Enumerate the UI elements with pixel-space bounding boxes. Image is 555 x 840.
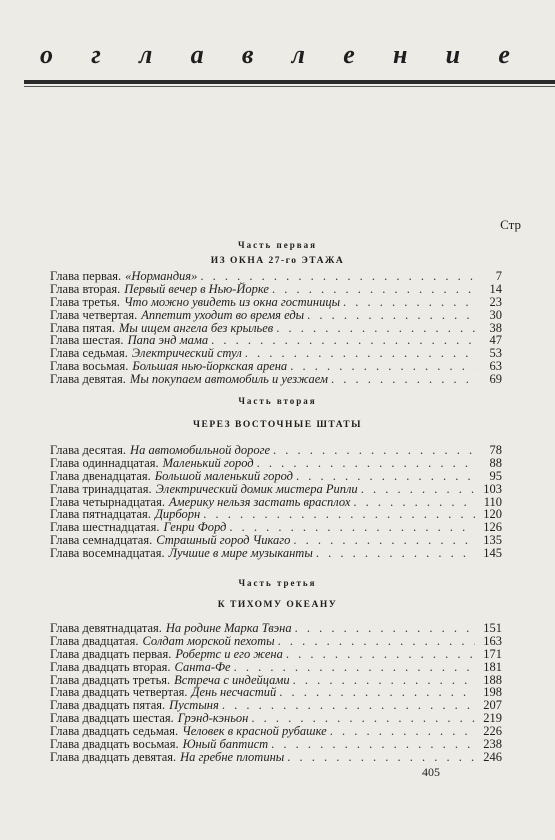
- part-1-title: ИЗ ОКНА 27-го ЭТАЖА: [210, 256, 345, 266]
- chapter-title: Мы покупаем автомобиль и уезжаем: [129, 372, 328, 387]
- heading-letter: л: [139, 40, 153, 69]
- toc-row: [50, 547, 502, 560]
- dot-leader: [279, 686, 475, 699]
- toc-row: [50, 738, 502, 751]
- chapter-label: Глава двенадцатая.: [50, 468, 151, 483]
- dot-leader: [203, 508, 475, 521]
- heading-rule-thick: [24, 80, 555, 84]
- chapter-page: 188: [483, 672, 502, 687]
- dot-leader: [278, 635, 475, 648]
- chapter-title: Страшный город Чикаго: [156, 533, 291, 548]
- chapter-page: 103: [483, 481, 502, 496]
- chapter-label: Глава двадцать третья.: [50, 672, 171, 687]
- toc-row: [50, 457, 502, 470]
- page-column-label: Стр: [500, 217, 521, 232]
- dot-leader: [307, 309, 475, 322]
- chapter-page: 88: [489, 455, 502, 470]
- chapter-title: Электрический домик мистера Рипли: [155, 481, 358, 496]
- toc-row: [50, 296, 502, 309]
- chapter-page: 145: [483, 546, 502, 561]
- toc-row: [50, 622, 502, 635]
- heading-letter: а: [190, 40, 204, 69]
- chapter-label: Глава двадцать пятая.: [50, 698, 166, 713]
- chapter-title: Мы ищем ангела без крыльев: [118, 320, 274, 335]
- heading-letter: н: [393, 40, 408, 69]
- dot-leader: [211, 334, 475, 347]
- heading-letter: и: [445, 40, 461, 69]
- chapter-title: Человек в красной рубашке: [182, 724, 327, 739]
- dot-leader: [276, 322, 475, 335]
- chapter-label: Глава вторая.: [50, 281, 121, 296]
- part-1-label: Часть первая: [238, 240, 317, 250]
- chapter-title: Пустыня: [169, 698, 219, 713]
- chapter-page: 30: [489, 307, 502, 322]
- part-2-entries: [50, 444, 502, 560]
- chapter-page: 135: [483, 533, 502, 548]
- chapter-label: Глава двадцать восьмая.: [50, 737, 179, 752]
- toc-row: [50, 309, 502, 322]
- dot-leader: [361, 483, 475, 496]
- chapter-title: Юный баптист: [182, 737, 269, 752]
- chapter-page: 14: [489, 281, 502, 296]
- chapter-title: Аппетит уходит во время еды: [141, 307, 305, 322]
- chapter-label: Глава десятая.: [50, 443, 127, 457]
- chapter-page: 7: [495, 269, 502, 283]
- chapter-label: Глава восьмая.: [50, 359, 129, 374]
- chapter-title: Маленький город: [162, 455, 254, 470]
- chapter-title: Солдат морской пехоты: [142, 633, 275, 648]
- chapter-page: 219: [483, 711, 502, 726]
- chapter-label: Глава девятая.: [50, 372, 126, 387]
- part-2-label: Часть вторая: [238, 396, 317, 406]
- dot-leader: [316, 547, 475, 560]
- toc-row: [50, 648, 502, 661]
- chapter-title: Что можно увидеть из окна гостиницы: [123, 294, 341, 309]
- chapter-page: 23: [489, 294, 502, 309]
- page-number: 405: [422, 765, 440, 779]
- chapter-label: Глава одиннадцатая.: [50, 455, 159, 470]
- chapter-label: Глава шестая.: [50, 333, 124, 348]
- toc-row: [50, 470, 502, 483]
- chapter-page: 95: [489, 468, 502, 483]
- chapter-page: 246: [483, 749, 502, 764]
- part-3-title: К ТИХОМУ ОКЕАНУ: [217, 600, 338, 610]
- chapter-title: Большой маленький город: [154, 468, 293, 483]
- dot-leader: [331, 373, 475, 386]
- chapter-title: На гребне плотины: [180, 749, 285, 764]
- chapter-title: Санта-Фе: [174, 659, 231, 674]
- part-2-title: ЧЕРЕЗ ВОСТОЧНЫЕ ШТАТЫ: [193, 420, 362, 430]
- chapter-page: 126: [483, 520, 502, 535]
- chapter-page: 181: [483, 659, 502, 674]
- page-heading: [40, 40, 510, 70]
- chapter-title: Папа энд мама: [127, 333, 209, 348]
- dot-leader: [287, 751, 475, 764]
- toc-row: [50, 283, 502, 296]
- toc-row: [50, 661, 502, 674]
- part-3-label: Часть третья: [238, 578, 317, 588]
- chapter-title: Робертс и его жена: [175, 646, 283, 661]
- chapter-label: Глава двадцатая.: [50, 633, 139, 648]
- dot-leader: [273, 444, 475, 457]
- chapter-label: Глава двадцать седьмая.: [50, 724, 179, 739]
- dot-leader: [343, 296, 475, 309]
- dot-leader: [353, 496, 475, 509]
- dot-leader: [295, 622, 475, 635]
- dot-leader: [222, 699, 475, 712]
- chapter-title: Первый вечер в Нью-Йорке: [124, 281, 269, 296]
- dot-leader: [257, 457, 475, 470]
- chapter-page: 78: [489, 443, 502, 457]
- chapter-page: 163: [483, 633, 502, 648]
- chapter-label: Глава седьмая.: [50, 346, 128, 361]
- chapter-label: Глава двадцать первая.: [50, 646, 172, 661]
- chapter-title: Америку нельзя застать врасплох: [168, 494, 351, 509]
- chapter-title: «Нормандия»: [125, 269, 198, 283]
- chapter-title: На родине Марка Твэна: [165, 621, 292, 635]
- heading-letter: о: [40, 40, 53, 69]
- chapter-page: 238: [483, 737, 502, 752]
- heading-letter: е: [498, 40, 510, 69]
- chapter-label: Глава четвертая.: [50, 307, 138, 322]
- chapter-title: День несчастий: [191, 685, 277, 700]
- chapter-page: 38: [489, 320, 502, 335]
- chapter-page: 53: [489, 346, 502, 361]
- chapter-title: Генри Форд: [163, 520, 227, 535]
- chapter-title: Встреча с индейцами: [174, 672, 290, 687]
- chapter-label: Глава первая.: [50, 269, 122, 283]
- dot-leader: [296, 470, 475, 483]
- chapter-page: 198: [483, 685, 502, 700]
- chapter-title: На автомобильной дороге: [130, 443, 270, 457]
- chapter-label: Глава пятнадцатая.: [50, 507, 151, 522]
- chapter-label: Глава двадцать четвертая.: [50, 685, 188, 700]
- heading-letter: в: [241, 40, 254, 69]
- chapter-label: Глава девятнадцатая.: [50, 621, 162, 635]
- dot-leader: [286, 648, 475, 661]
- dot-leader: [293, 674, 475, 687]
- chapter-page: 171: [483, 646, 502, 661]
- chapter-title: Электрический стул: [131, 346, 242, 361]
- chapter-title: Грэнд-кэньон: [177, 711, 249, 726]
- chapter-label: Глава двадцать вторая.: [50, 659, 171, 674]
- dot-leader: [200, 270, 475, 283]
- chapter-label: Глава двадцать девятая.: [50, 749, 177, 764]
- dot-leader: [271, 738, 475, 751]
- toc-row: [50, 635, 502, 648]
- chapter-label: Глава семнадцатая.: [50, 533, 153, 548]
- heading-letter: л: [291, 40, 306, 69]
- toc-row: [50, 270, 502, 283]
- toc-row: [50, 444, 502, 457]
- dot-leader: [330, 725, 475, 738]
- part-1-entries: [50, 270, 502, 386]
- chapter-label: Глава пятая.: [50, 320, 115, 335]
- chapter-label: Глава двадцать шестая.: [50, 711, 174, 726]
- chapter-label: Глава восемнадцатая.: [50, 546, 165, 561]
- heading-letter: г: [91, 40, 101, 69]
- chapter-label: Глава шестнадцатая.: [50, 520, 160, 535]
- chapter-label: Глава тринадцатая.: [50, 481, 152, 496]
- chapter-page: 120: [483, 507, 502, 522]
- chapter-page: 207: [483, 698, 502, 713]
- chapter-page: 63: [489, 359, 502, 374]
- chapter-page: 110: [483, 494, 502, 509]
- part-3-entries: [50, 622, 502, 764]
- dot-leader: [234, 661, 475, 674]
- heading-rule-thin: [24, 86, 555, 87]
- toc-row: [50, 483, 502, 496]
- toc-row: [50, 751, 502, 764]
- chapter-page: 151: [483, 621, 502, 635]
- toc-row: [50, 373, 502, 386]
- chapter-page: 47: [489, 333, 502, 348]
- chapter-page: 69: [489, 372, 502, 387]
- dot-leader: [272, 283, 475, 296]
- chapter-label: Глава третья.: [50, 294, 120, 309]
- heading-letter: е: [343, 40, 355, 69]
- chapter-title: Лучшие в мире музыканты: [168, 546, 313, 561]
- chapter-title: Большая нью-йоркская арена: [132, 359, 288, 374]
- chapter-label: Глава четырнадцатая.: [50, 494, 165, 509]
- dot-leader: [293, 534, 475, 547]
- chapter-page: 226: [483, 724, 502, 739]
- chapter-title: Дирборн: [154, 507, 201, 522]
